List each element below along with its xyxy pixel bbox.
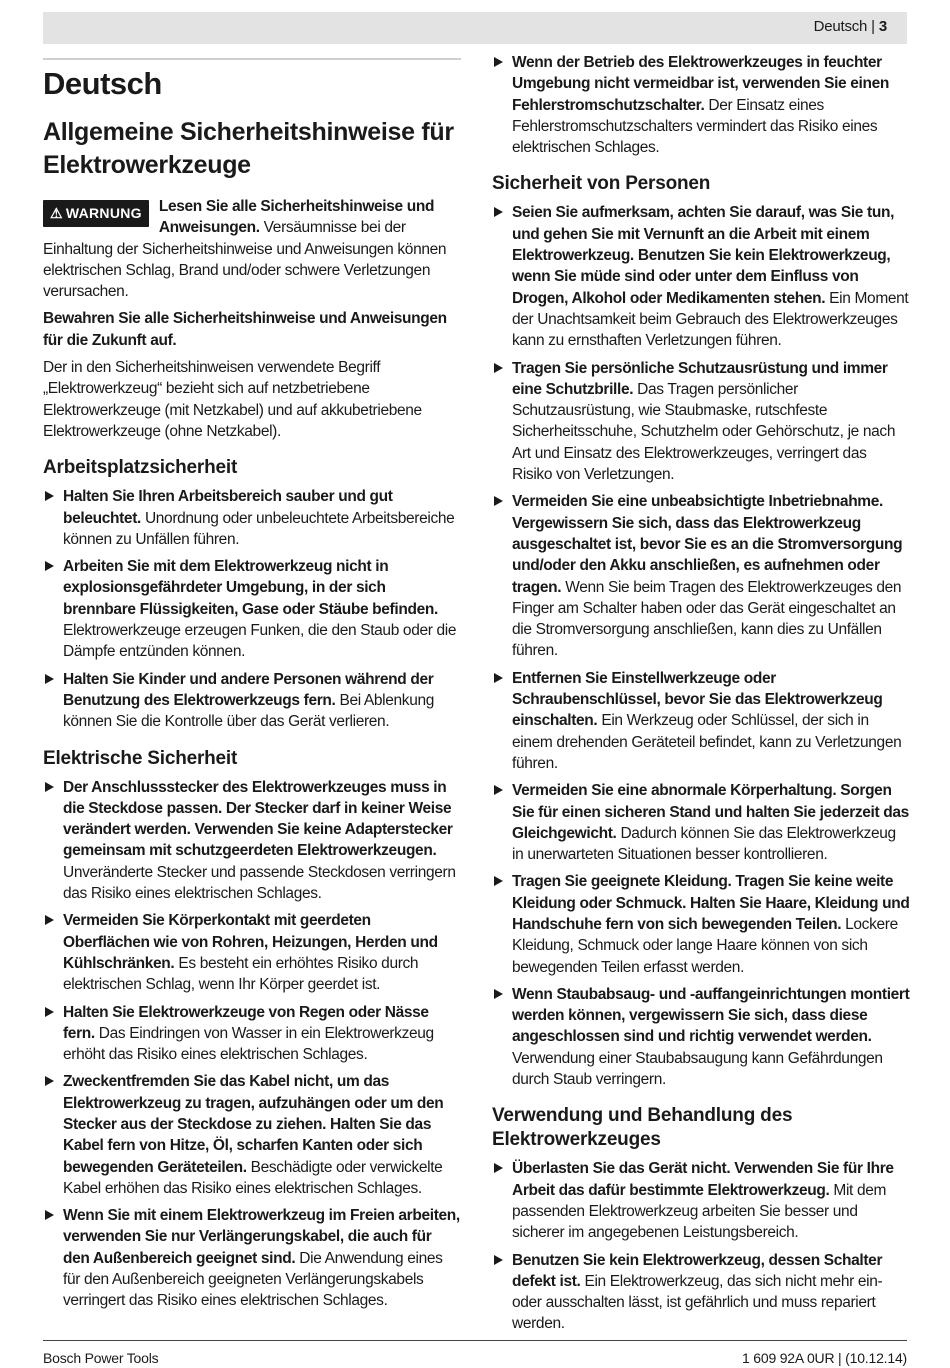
list-item	[492, 780, 910, 865]
header-text: Deutsch | 3	[813, 18, 887, 35]
list-item	[43, 669, 461, 733]
item-bold: Vermeiden Sie eine unbeabsichtigte Inbetriebnahme. Vergewissern Sie sich, dass das Elektrowerkzeug ausgeschaltet ist, bevor Sie es an die Stromversorgung und/oder den Akku anschließen, es aufnehmen oder tragen.	[512, 493, 903, 596]
right-sections	[492, 172, 910, 1334]
right-top-items	[492, 52, 910, 158]
item-bold: Halten Sie Ihren Arbeitsbereich sauber und gut beleuchtet.	[63, 488, 393, 527]
list-item	[492, 1158, 910, 1243]
keep-notice: Bewahren Sie alle Sicherheitshinweise und Anweisungen für die Zukunft auf.	[43, 310, 447, 349]
right-column	[492, 52, 910, 1341]
list-item	[43, 910, 461, 995]
item-bold: Halten Sie Kinder und andere Personen während der Benutzung des Elektrowerkzeugs fern.	[63, 670, 434, 709]
list-item	[43, 556, 461, 662]
item-bold: Halten Sie Elektrowerkzeuge von Regen oder Nässe fern.	[63, 1003, 429, 1042]
bullet-triangle-icon	[494, 363, 503, 373]
list-item	[492, 984, 910, 1090]
item-bold: Der Anschlussstecker des Elektrowerkzeuges muss in die Steckdose passen. Der Stecker darf in keiner Weise verändert werden. Verwenden Sie keine Adapterstecker gemeinsam mit schutzgeerdeten Elektrowerkzeugen.	[63, 778, 453, 860]
page-header	[43, 12, 907, 44]
warning-block	[43, 196, 461, 302]
main-title: Allgemeine Sicherheitshinweise für Elektrowerkzeuge	[43, 118, 454, 179]
footer-publisher: Bosch Power Tools	[43, 1350, 159, 1366]
item-text: Das Eindringen von Wasser in ein Elektrowerkzeug erhöht das Risiko eines elektrischen Schlages.	[63, 1024, 434, 1064]
item-bold: Tragen Sie persönliche Schutzausrüstung und immer eine Schutzbrille.	[512, 359, 888, 398]
bullet-triangle-icon	[494, 57, 503, 67]
list-item	[492, 202, 910, 351]
section-list	[492, 1158, 910, 1334]
item-bold: Überlasten Sie das Gerät nicht. Verwenden Sie für Ihre Arbeit das dafür bestimmte Elektrowerkzeug.	[512, 1160, 894, 1199]
list-item	[43, 1002, 461, 1066]
warning-badge: ⚠ WARNUNG	[43, 200, 149, 227]
item-text: Das Tragen persönlicher Schutzausrüstung, wie Staubmaske, rutschfeste Sicherheitsschuhe, Schutzhelm oder Gehörschutz, je nach Art und Einsatz des Elektrowerkzeuges, verringert das Risiko von Verletzungen.	[512, 380, 896, 484]
section-heading: Verwendung und Behandlung des Elektrowerkzeuges	[492, 1105, 793, 1151]
section-list	[43, 777, 461, 1312]
item-text: Unordnung oder unbeleuchtete Arbeitsbereiche können zu Unfällen führen.	[63, 509, 455, 548]
item-text: Verwendung einer Staubabsaugung kann Gefährdungen durch Staub verringern.	[512, 1049, 883, 1089]
section-list	[43, 486, 461, 732]
bullet-triangle-icon	[494, 785, 503, 795]
list-item	[492, 1250, 910, 1335]
bullet-triangle-icon	[494, 496, 503, 506]
list-item	[43, 1071, 461, 1199]
list-item	[492, 668, 910, 774]
warning-bold: Lesen Sie alle Sicherheitshinweise und Anweisungen.	[158, 198, 435, 237]
title-rule	[43, 58, 461, 60]
section-heading: Arbeitsplatzsicherheit	[43, 457, 238, 479]
list-item	[43, 486, 461, 550]
bullet-triangle-icon	[494, 1255, 503, 1265]
item-text: Ein Werkzeug oder Schlüssel, der sich in einem drehenden Geräteteil befindet, kann zu Verletzungen führen.	[512, 712, 902, 772]
item-text: Der Einsatz eines Fehlerstromschutzschalters vermindert das Risiko eines elektrischen Schlages.	[512, 96, 878, 157]
item-bold: Wenn der Betrieb des Elektrowerkzeuges in feuchter Umgebung nicht vermeidbar ist, verwenden Sie einen Fehlerstromschutzschalter.	[512, 54, 889, 114]
bullet-triangle-icon	[45, 1210, 54, 1220]
bullet-triangle-icon	[45, 1007, 54, 1017]
item-bold: Vermeiden Sie eine abnormale Körperhaltung. Sorgen Sie für einen sicheren Stand und halten Sie jederzeit das Gleichgewicht.	[512, 782, 909, 842]
item-text: Unveränderte Stecker und passende Steckdosen verringern das Risiko eines elektrischen Schlages.	[63, 863, 456, 903]
bullet-triangle-icon	[45, 915, 54, 925]
warning-triangle-icon: ⚠	[50, 205, 63, 221]
item-bold: Seien Sie aufmerksam, achten Sie darauf, was Sie tun, und gehen Sie mit Vernunft an die Arbeit mit einem Elektrowerkzeug. Benutzen Sie kein Elektrowerkzeug, wenn Sie müde sind oder unter dem Einfluss von Drogen, Alkohol oder Medikamenten stehen.	[512, 204, 895, 307]
item-bold: Benutzen Sie kein Elektrowerkzeug, dessen Schalter defekt ist.	[512, 1251, 883, 1290]
left-sections	[43, 456, 461, 1311]
bullet-triangle-icon	[494, 876, 503, 886]
bullet-triangle-icon	[494, 207, 503, 217]
item-text: Es besteht ein erhöhtes Risiko durch elektrischen Schlag, wenn Ihr Körper geerdet ist.	[63, 954, 419, 994]
item-bold: Wenn Staubabsaug- und -auffangeinrichtungen montiert werden können, vergewissern Sie sich, dass diese angeschlossen sind und richtig verwendet werden.	[512, 985, 910, 1046]
item-text: Wenn Sie beim Tragen des Elektrowerkzeuges den Finger am Schalter haben oder das Gerät eingeschaltet an die Stromversorgung anschließen, kann dies zu Unfällen führen.	[512, 578, 902, 660]
item-text: Bei Ablenkung können Sie die Kontrolle über das Gerät verlieren.	[63, 691, 435, 731]
bullet-triangle-icon	[45, 782, 54, 792]
section-heading: Elektrische Sicherheit	[43, 747, 238, 769]
term-note: Der in den Sicherheitshinweisen verwendete Begriff „Elektrowerkzeug“ bezieht sich auf netzbetriebene Elektrowerkzeuge (mit Netzkabel) und auf akkubetriebene Elektrowerkzeuge (ohne Netzkabel).	[43, 359, 422, 440]
language-title: Deutsch	[43, 66, 162, 101]
item-bold: Zweckentfremden Sie das Kabel nicht, um das Elektrowerkzeug zu tragen, aufzuhängen oder um den Stecker aus der Steckdose zu ziehen. Halten Sie das Kabel fern von Hitze, Öl, scharfen Kanten oder sich bewegenden Geräteteilen.	[63, 1073, 444, 1176]
bullet-triangle-icon	[45, 561, 54, 571]
warning-text: Versäumnisse bei der Einhaltung der Sicherheitshinweise und Anweisungen können elektrischen Schlag, Brand und/oder schwere Verletzungen verursachen.	[43, 219, 447, 301]
list-item	[492, 871, 910, 977]
item-bold: Tragen Sie geeignete Kleidung. Tragen Sie keine weite Kleidung oder Schmuck. Halten Sie Haare, Kleidung und Handschuhe fern von sich bewegenden Teilen.	[512, 873, 910, 933]
bullet-triangle-icon	[494, 673, 503, 683]
list-item	[492, 358, 910, 486]
section-list	[492, 202, 910, 1090]
item-bold: Entfernen Sie Einstellwerkzeuge oder Schraubenschlüssel, bevor Sie das Elektrowerkzeug einschalten.	[512, 669, 883, 730]
item-bold: Wenn Sie mit einem Elektrowerkzeug im Freien arbeiten, verwenden Sie nur Verlängerungskabel, die auch für den Außenbereich geeignet sind.	[63, 1207, 460, 1267]
bullet-triangle-icon	[45, 1076, 54, 1086]
item-bold: Vermeiden Sie Körperkontakt mit geerdeten Oberflächen wie von Rohren, Heizungen, Herden und Kühlschränken.	[63, 912, 438, 972]
item-text: Ein Moment der Unachtsamkeit beim Gebrauch des Elektrowerkzeuges kann zu ernsthaften Verletzungen führen.	[512, 289, 909, 350]
item-text: Beschädigte oder verwickelte Kabel erhöhen das Risiko eines elektrischen Schlages.	[63, 1158, 443, 1197]
footer-docref: 1 609 92A 0UR | (10.12.14)	[742, 1350, 907, 1366]
list-item	[492, 52, 910, 158]
bullet-triangle-icon	[494, 989, 503, 999]
list-item	[492, 491, 910, 661]
left-column	[43, 58, 461, 1318]
item-text: Mit dem passenden Elektrowerkzeug arbeiten Sie besser und sicherer im angegebenen Leistungsbereich.	[512, 1181, 887, 1242]
bullet-triangle-icon	[45, 674, 54, 684]
bullet-triangle-icon	[45, 491, 54, 501]
item-text: Ein Elektrowerkzeug, das sich nicht mehr ein- oder ausschalten lässt, ist gefährlich und muss repariert werden.	[512, 1272, 883, 1333]
list-item	[43, 1205, 461, 1311]
list-item	[43, 777, 461, 905]
item-text: Elektrowerkzeuge erzeugen Funken, die den Staub oder die Dämpfe entzünden können.	[63, 622, 457, 661]
item-text: Die Anwendung eines für den Außenbereich geeigneten Verlängerungskabels verringert das Risiko eines elektrischen Schlages.	[63, 1249, 443, 1310]
footer-rule	[43, 1340, 907, 1341]
item-text: Dadurch können Sie das Elektrowerkzeug in unerwarteten Situationen besser kontrollieren.	[512, 824, 896, 864]
section-heading: Sicherheit von Personen	[492, 173, 711, 195]
item-bold: Arbeiten Sie mit dem Elektrowerkzeug nicht in explosionsgefährdeter Umgebung, in der sich brennbare Flüssigkeiten, Gase oder Stäube befinden.	[63, 558, 438, 618]
bullet-triangle-icon	[494, 1163, 503, 1173]
item-text: Lockere Kleidung, Schmuck oder lange Haare können von sich bewegenden Teilen erfasst werden.	[512, 915, 898, 976]
